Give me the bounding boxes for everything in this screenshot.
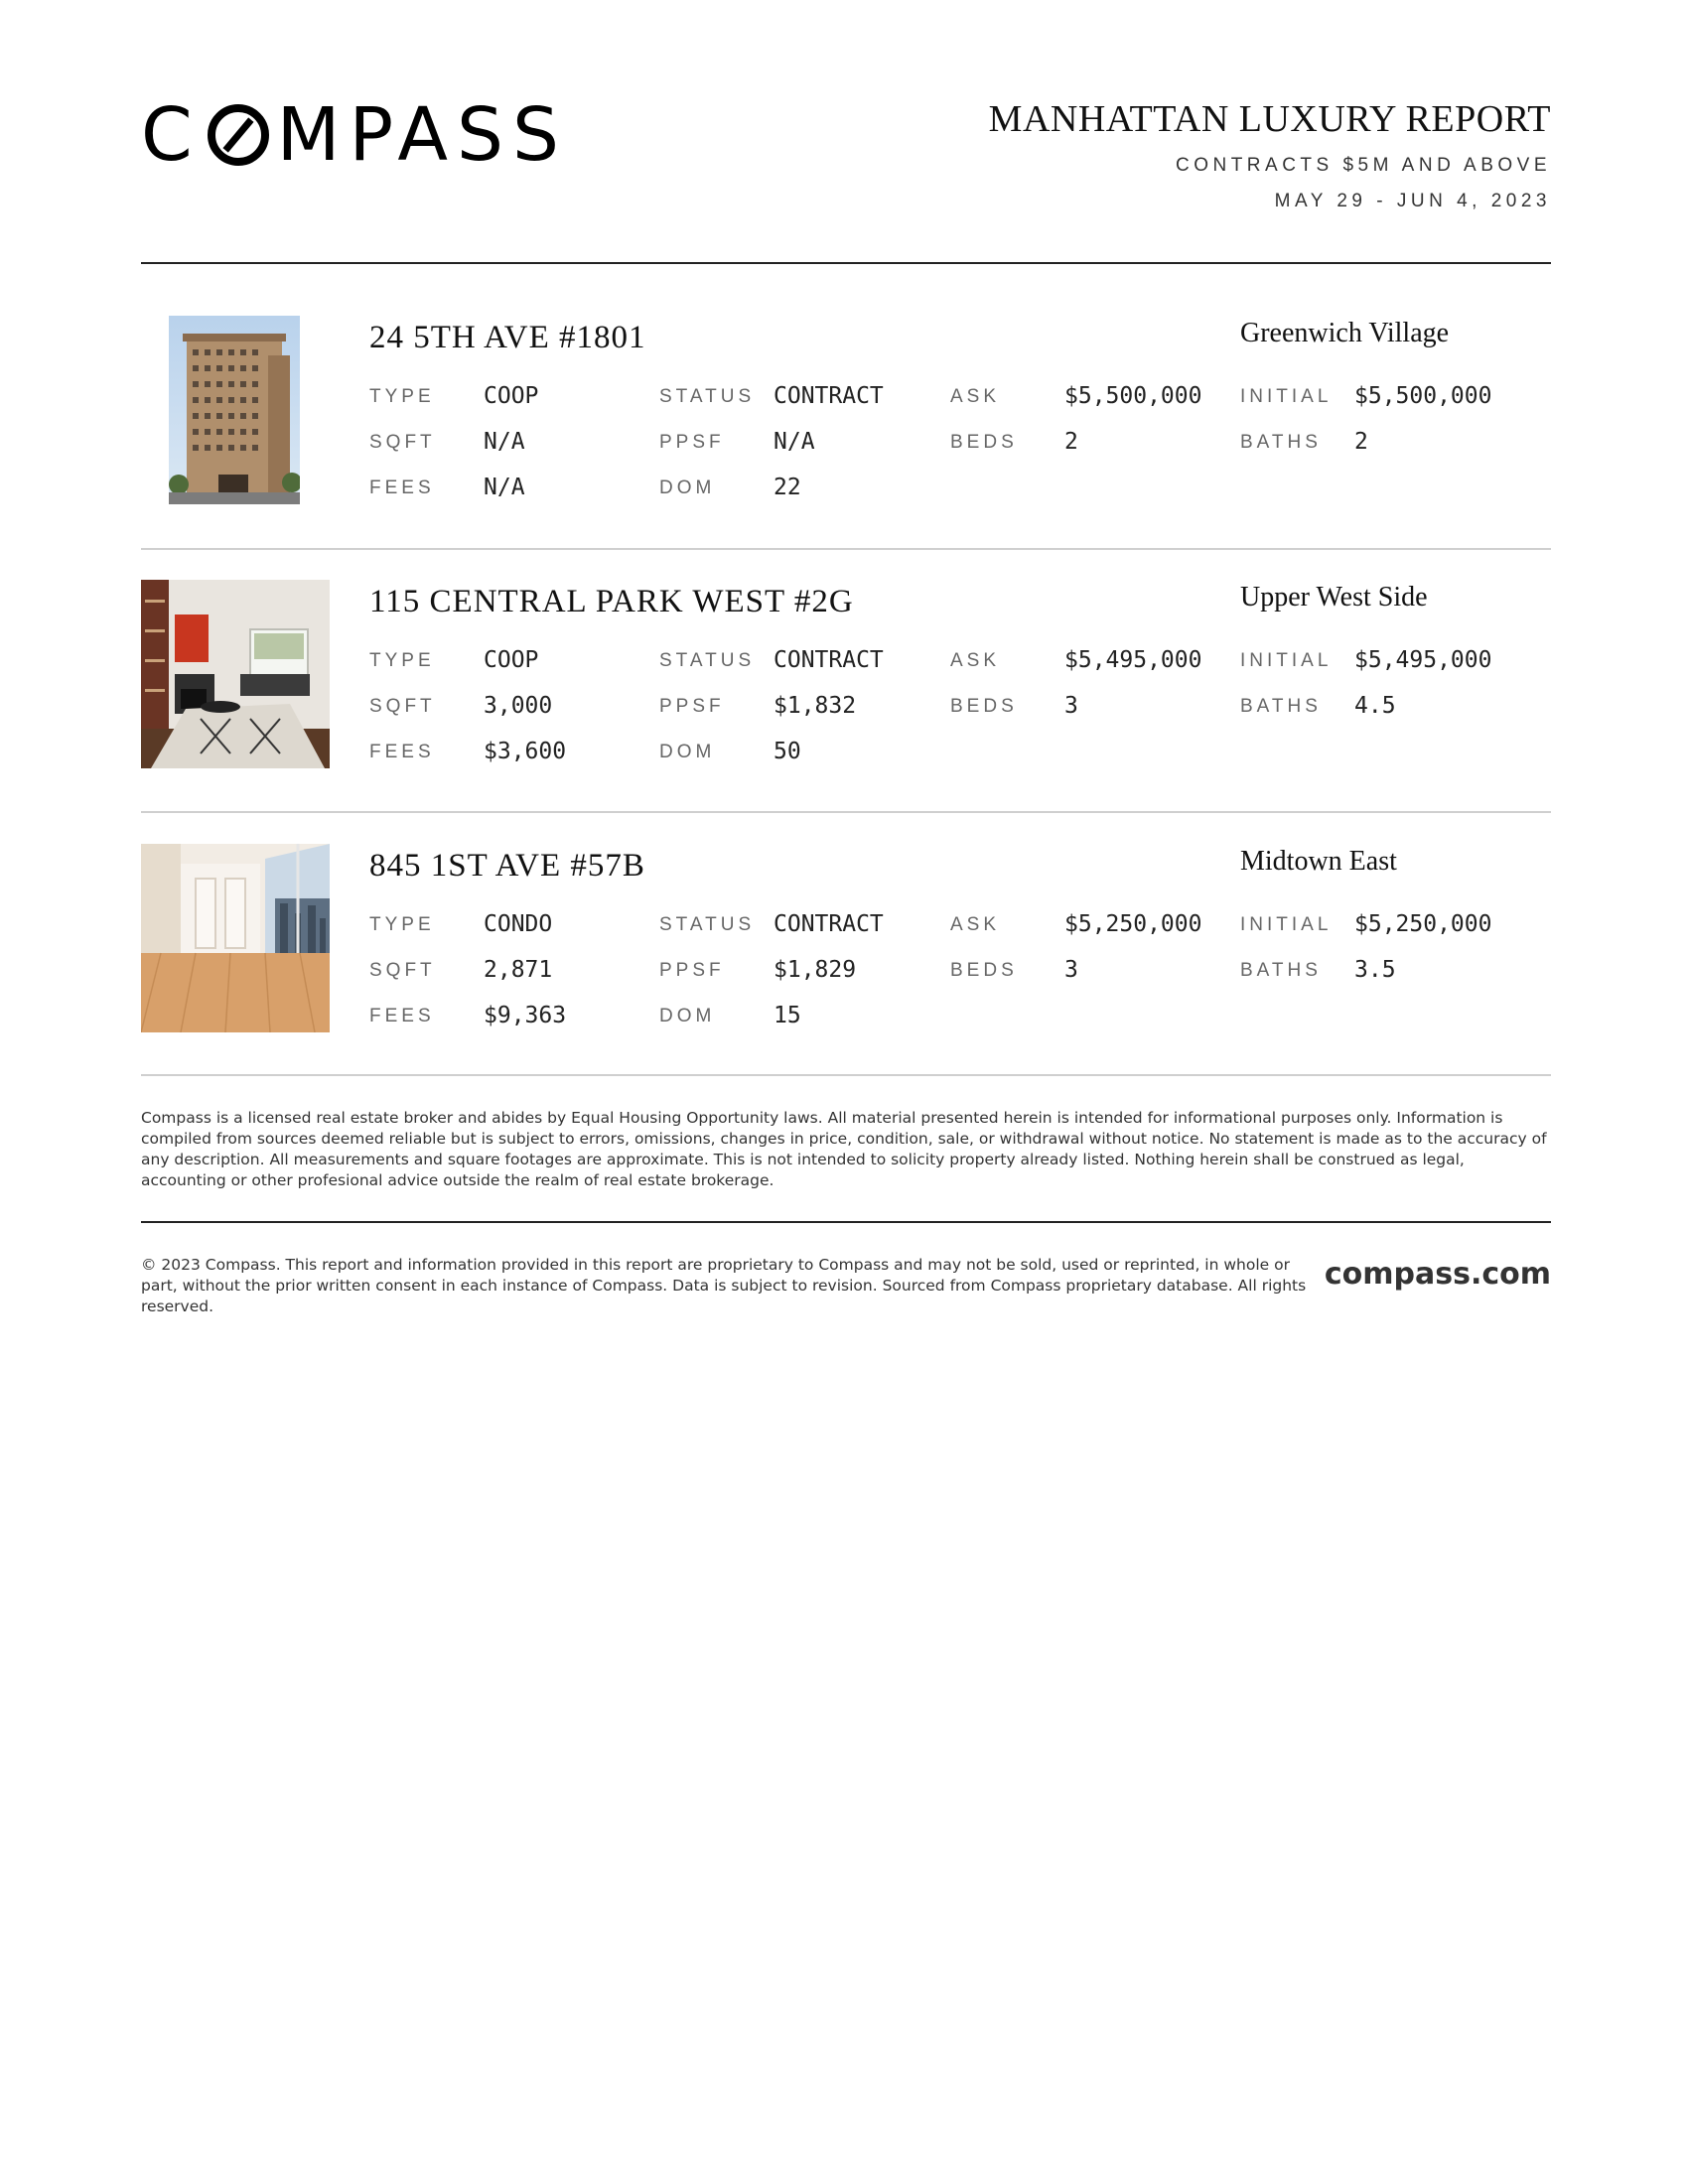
value-ppsf: N/A <box>774 429 815 455</box>
listing-divider <box>141 811 1551 813</box>
listing-neighborhood: Midtown East <box>1240 846 1397 877</box>
value-fees: $9,363 <box>484 1003 567 1028</box>
listing-photo <box>141 580 330 768</box>
value-baths: 3.5 <box>1354 957 1396 983</box>
label-ppsf: PPSF <box>659 960 725 981</box>
footer-divider <box>141 1221 1551 1223</box>
value-status: CONTRACT <box>774 911 884 937</box>
label-initial: INITIAL <box>1240 914 1333 935</box>
report-date-range: MAY 29 - JUN 4, 2023 <box>1274 191 1551 211</box>
value-beds: 3 <box>1064 693 1078 719</box>
label-baths: BATHS <box>1240 696 1322 717</box>
logo-compass-o-icon <box>208 104 269 166</box>
value-ask: $5,250,000 <box>1064 911 1202 937</box>
value-baths: 4.5 <box>1354 693 1396 719</box>
label-ppsf: PPSF <box>659 696 725 717</box>
header-divider <box>141 262 1551 264</box>
empty-apartment-photo <box>141 844 330 1032</box>
label-beds: BEDS <box>950 432 1018 453</box>
label-status: STATUS <box>659 386 756 407</box>
listing-divider <box>141 548 1551 550</box>
label-dom: DOM <box>659 478 716 498</box>
value-baths: 2 <box>1354 429 1368 455</box>
label-ppsf: PPSF <box>659 432 725 453</box>
value-initial: $5,250,000 <box>1354 911 1492 937</box>
value-ask: $5,495,000 <box>1064 647 1202 673</box>
value-dom: 15 <box>774 1003 801 1028</box>
listing-address: 24 5TH AVE #1801 <box>369 320 646 355</box>
value-type: COOP <box>484 647 539 673</box>
label-baths: BATHS <box>1240 432 1322 453</box>
listing-card <box>141 580 1551 778</box>
value-beds: 2 <box>1064 429 1078 455</box>
logo-letters-mpass: MPASS <box>276 92 568 178</box>
label-fees: FEES <box>369 1006 435 1026</box>
label-status: STATUS <box>659 914 756 935</box>
label-beds: BEDS <box>950 696 1018 717</box>
compass-logo-wordmark <box>141 92 570 178</box>
label-initial: INITIAL <box>1240 386 1333 407</box>
label-beds: BEDS <box>950 960 1018 981</box>
value-ask: $5,500,000 <box>1064 383 1202 409</box>
legal-disclaimer: Compass is a licensed real estate broker and abides by Equal Housing Opportunity laws. All material presented herein is intended for informational purposes only. Information is compiled from sources deemed reliable but is subject to errors, omissions, changes in price, condition, sale, or withdrawal without notice. No statement is made as to the accuracy of any description. All measurements and square footages are approximate. This is not intended to solicity property already listed. Nothing herein shall be construed as legal, accounting or other profesional advice outside the realm of real estate brokerage. <box>141 1109 1547 1189</box>
value-initial: $5,500,000 <box>1354 383 1492 409</box>
label-sqft: SQFT <box>369 696 436 717</box>
label-type: TYPE <box>369 914 435 935</box>
report-subtitle: CONTRACTS $5M AND ABOVE <box>1175 155 1551 176</box>
value-ppsf: $1,832 <box>774 693 857 719</box>
value-type: CONDO <box>484 911 553 937</box>
living-room-photo <box>141 580 330 768</box>
label-sqft: SQFT <box>369 432 436 453</box>
value-type: COOP <box>484 383 539 409</box>
value-status: CONTRACT <box>774 647 884 673</box>
listing-photo <box>169 316 300 504</box>
label-fees: FEES <box>369 478 435 498</box>
compass-logo <box>141 92 570 178</box>
copyright-notice: © 2023 Compass. This report and information provided in this report are proprietary to Compass and may not be sold, used or reprinted, in whole or part, without the prior written consent in each instance of Compass. Data is subject to revision. Sourced from Compass proprietary database. All rights reserved. <box>141 1256 1307 1315</box>
value-fees: $3,600 <box>484 739 567 764</box>
label-ask: ASK <box>950 386 1001 407</box>
listing-photo <box>141 844 330 1032</box>
listing-card <box>141 844 1551 1042</box>
building-exterior-photo <box>169 316 300 504</box>
listing-card <box>141 316 1551 514</box>
label-initial: INITIAL <box>1240 650 1333 671</box>
label-dom: DOM <box>659 1006 716 1026</box>
logo-letter-c: C <box>141 92 202 178</box>
website-link[interactable]: compass.com <box>1324 1257 1551 1292</box>
label-baths: BATHS <box>1240 960 1322 981</box>
label-type: TYPE <box>369 386 435 407</box>
listing-address: 845 1ST AVE #57B <box>369 848 645 884</box>
value-sqft: 2,871 <box>484 957 553 983</box>
listing-neighborhood: Upper West Side <box>1240 582 1428 613</box>
label-ask: ASK <box>950 650 1001 671</box>
value-sqft: 3,000 <box>484 693 553 719</box>
label-dom: DOM <box>659 742 716 762</box>
report-title: MANHATTAN LUXURY REPORT <box>988 98 1551 140</box>
value-beds: 3 <box>1064 957 1078 983</box>
listing-divider <box>141 1074 1551 1076</box>
listing-address: 115 CENTRAL PARK WEST #2G <box>369 584 854 619</box>
label-status: STATUS <box>659 650 756 671</box>
value-status: CONTRACT <box>774 383 884 409</box>
value-ppsf: $1,829 <box>774 957 857 983</box>
value-initial: $5,495,000 <box>1354 647 1492 673</box>
label-ask: ASK <box>950 914 1001 935</box>
listing-neighborhood: Greenwich Village <box>1240 318 1450 348</box>
value-dom: 22 <box>774 475 801 500</box>
value-fees: N/A <box>484 475 525 500</box>
label-fees: FEES <box>369 742 435 762</box>
label-sqft: SQFT <box>369 960 436 981</box>
value-sqft: N/A <box>484 429 525 455</box>
value-dom: 50 <box>774 739 801 764</box>
label-type: TYPE <box>369 650 435 671</box>
